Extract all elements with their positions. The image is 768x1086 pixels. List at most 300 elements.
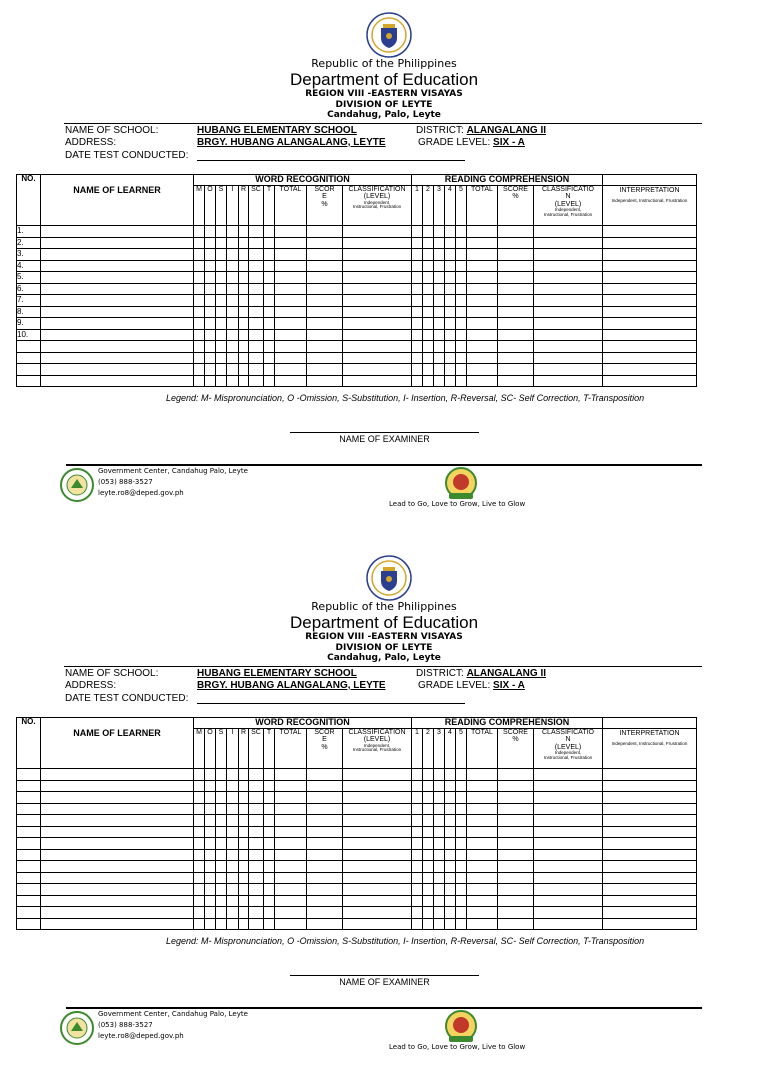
entry-cell[interactable] bbox=[227, 803, 239, 815]
entry-cell[interactable] bbox=[434, 318, 445, 330]
entry-cell[interactable] bbox=[603, 341, 697, 353]
entry-cell[interactable] bbox=[275, 226, 307, 238]
entry-cell[interactable] bbox=[227, 792, 239, 804]
entry-cell[interactable] bbox=[307, 769, 343, 781]
entry-cell[interactable] bbox=[264, 792, 275, 804]
entry-cell[interactable] bbox=[216, 318, 227, 330]
entry-cell[interactable] bbox=[275, 352, 307, 364]
entry-cell[interactable] bbox=[456, 260, 467, 272]
entry-cell[interactable] bbox=[434, 237, 445, 249]
entry-cell[interactable] bbox=[412, 861, 423, 873]
entry-cell[interactable] bbox=[239, 826, 249, 838]
entry-cell[interactable] bbox=[307, 780, 343, 792]
entry-cell[interactable] bbox=[412, 803, 423, 815]
entry-cell[interactable] bbox=[41, 826, 194, 838]
entry-cell[interactable] bbox=[467, 838, 498, 850]
entry-cell[interactable] bbox=[412, 295, 423, 307]
entry-cell[interactable] bbox=[456, 352, 467, 364]
entry-cell[interactable] bbox=[534, 226, 603, 238]
entry-cell[interactable] bbox=[194, 375, 205, 387]
entry-cell[interactable] bbox=[275, 861, 307, 873]
entry-cell[interactable] bbox=[41, 272, 194, 284]
entry-cell[interactable] bbox=[456, 341, 467, 353]
entry-cell[interactable] bbox=[343, 341, 412, 353]
entry-cell[interactable] bbox=[275, 272, 307, 284]
entry-cell[interactable] bbox=[264, 918, 275, 930]
entry-cell[interactable] bbox=[205, 815, 216, 827]
entry-cell[interactable] bbox=[41, 895, 194, 907]
entry-cell[interactable] bbox=[456, 272, 467, 284]
entry-cell[interactable] bbox=[434, 803, 445, 815]
entry-cell[interactable] bbox=[456, 375, 467, 387]
entry-cell[interactable] bbox=[239, 341, 249, 353]
entry-cell[interactable] bbox=[534, 849, 603, 861]
entry-cell[interactable] bbox=[603, 260, 697, 272]
entry-cell[interactable] bbox=[307, 872, 343, 884]
entry-cell[interactable] bbox=[41, 375, 194, 387]
entry-cell[interactable] bbox=[194, 329, 205, 341]
entry-cell[interactable] bbox=[498, 895, 534, 907]
entry-cell[interactable] bbox=[498, 849, 534, 861]
entry-cell[interactable] bbox=[498, 375, 534, 387]
entry-cell[interactable] bbox=[603, 792, 697, 804]
entry-cell[interactable] bbox=[239, 318, 249, 330]
entry-cell[interactable] bbox=[307, 364, 343, 376]
entry-cell[interactable] bbox=[343, 861, 412, 873]
entry-cell[interactable] bbox=[194, 283, 205, 295]
entry-cell[interactable] bbox=[205, 769, 216, 781]
entry-cell[interactable] bbox=[456, 226, 467, 238]
entry-cell[interactable] bbox=[41, 861, 194, 873]
entry-cell[interactable] bbox=[534, 769, 603, 781]
entry-cell[interactable] bbox=[307, 226, 343, 238]
entry-cell[interactable] bbox=[41, 769, 194, 781]
entry-cell[interactable] bbox=[412, 815, 423, 827]
entry-cell[interactable] bbox=[603, 272, 697, 284]
entry-cell[interactable] bbox=[423, 329, 434, 341]
entry-cell[interactable] bbox=[412, 306, 423, 318]
entry-cell[interactable] bbox=[343, 769, 412, 781]
entry-cell[interactable] bbox=[603, 918, 697, 930]
entry-cell[interactable] bbox=[275, 792, 307, 804]
entry-cell[interactable] bbox=[498, 872, 534, 884]
entry-cell[interactable] bbox=[249, 780, 264, 792]
entry-cell[interactable] bbox=[41, 803, 194, 815]
entry-cell[interactable] bbox=[467, 341, 498, 353]
entry-cell[interactable] bbox=[264, 318, 275, 330]
entry-cell[interactable] bbox=[498, 792, 534, 804]
entry-cell[interactable] bbox=[264, 306, 275, 318]
entry-cell[interactable] bbox=[194, 803, 205, 815]
entry-cell[interactable] bbox=[467, 237, 498, 249]
entry-cell[interactable] bbox=[239, 884, 249, 896]
entry-cell[interactable] bbox=[227, 341, 239, 353]
entry-cell[interactable] bbox=[227, 318, 239, 330]
entry-cell[interactable] bbox=[275, 780, 307, 792]
entry-cell[interactable] bbox=[603, 826, 697, 838]
entry-cell[interactable] bbox=[412, 884, 423, 896]
entry-cell[interactable] bbox=[307, 237, 343, 249]
entry-cell[interactable] bbox=[498, 329, 534, 341]
entry-cell[interactable] bbox=[239, 306, 249, 318]
entry-cell[interactable] bbox=[249, 861, 264, 873]
entry-cell[interactable] bbox=[534, 375, 603, 387]
entry-cell[interactable] bbox=[412, 283, 423, 295]
entry-cell[interactable] bbox=[264, 884, 275, 896]
entry-cell[interactable] bbox=[456, 872, 467, 884]
entry-cell[interactable] bbox=[445, 329, 456, 341]
entry-cell[interactable] bbox=[498, 884, 534, 896]
entry-cell[interactable] bbox=[412, 872, 423, 884]
entry-cell[interactable] bbox=[423, 780, 434, 792]
entry-cell[interactable] bbox=[239, 364, 249, 376]
entry-cell[interactable] bbox=[264, 249, 275, 261]
entry-cell[interactable] bbox=[456, 895, 467, 907]
entry-cell[interactable] bbox=[603, 306, 697, 318]
entry-cell[interactable] bbox=[205, 780, 216, 792]
entry-cell[interactable] bbox=[239, 237, 249, 249]
entry-cell[interactable] bbox=[534, 895, 603, 907]
entry-cell[interactable] bbox=[216, 780, 227, 792]
entry-cell[interactable] bbox=[216, 341, 227, 353]
entry-cell[interactable] bbox=[445, 803, 456, 815]
entry-cell[interactable] bbox=[434, 918, 445, 930]
entry-cell[interactable] bbox=[445, 918, 456, 930]
entry-cell[interactable] bbox=[264, 352, 275, 364]
entry-cell[interactable] bbox=[194, 838, 205, 850]
entry-cell[interactable] bbox=[445, 237, 456, 249]
entry-cell[interactable] bbox=[216, 329, 227, 341]
entry-cell[interactable] bbox=[275, 918, 307, 930]
entry-cell[interactable] bbox=[412, 375, 423, 387]
entry-cell[interactable] bbox=[239, 861, 249, 873]
entry-cell[interactable] bbox=[275, 895, 307, 907]
entry-cell[interactable] bbox=[239, 352, 249, 364]
entry-cell[interactable] bbox=[467, 849, 498, 861]
entry-cell[interactable] bbox=[603, 861, 697, 873]
entry-cell[interactable] bbox=[205, 341, 216, 353]
entry-cell[interactable] bbox=[249, 872, 264, 884]
entry-cell[interactable] bbox=[434, 815, 445, 827]
entry-cell[interactable] bbox=[603, 815, 697, 827]
entry-cell[interactable] bbox=[343, 826, 412, 838]
entry-cell[interactable] bbox=[423, 861, 434, 873]
entry-cell[interactable] bbox=[205, 295, 216, 307]
entry-cell[interactable] bbox=[467, 884, 498, 896]
entry-cell[interactable] bbox=[205, 375, 216, 387]
entry-cell[interactable] bbox=[434, 884, 445, 896]
entry-cell[interactable] bbox=[205, 826, 216, 838]
entry-cell[interactable] bbox=[249, 375, 264, 387]
entry-cell[interactable] bbox=[445, 815, 456, 827]
entry-cell[interactable] bbox=[194, 792, 205, 804]
entry-cell[interactable] bbox=[249, 260, 264, 272]
entry-cell[interactable] bbox=[603, 352, 697, 364]
entry-cell[interactable] bbox=[434, 780, 445, 792]
entry-cell[interactable] bbox=[194, 884, 205, 896]
entry-cell[interactable] bbox=[434, 375, 445, 387]
entry-cell[interactable] bbox=[275, 295, 307, 307]
entry-cell[interactable] bbox=[205, 803, 216, 815]
entry-cell[interactable] bbox=[498, 260, 534, 272]
entry-cell[interactable] bbox=[216, 838, 227, 850]
entry-cell[interactable] bbox=[227, 226, 239, 238]
entry-cell[interactable] bbox=[239, 849, 249, 861]
entry-cell[interactable] bbox=[534, 295, 603, 307]
entry-cell[interactable] bbox=[227, 364, 239, 376]
entry-cell[interactable] bbox=[534, 907, 603, 919]
entry-cell[interactable] bbox=[434, 295, 445, 307]
entry-cell[interactable] bbox=[205, 352, 216, 364]
entry-cell[interactable] bbox=[456, 861, 467, 873]
entry-cell[interactable] bbox=[467, 260, 498, 272]
entry-cell[interactable] bbox=[205, 872, 216, 884]
entry-cell[interactable] bbox=[194, 918, 205, 930]
entry-cell[interactable] bbox=[227, 283, 239, 295]
entry-cell[interactable] bbox=[194, 226, 205, 238]
entry-cell[interactable] bbox=[264, 272, 275, 284]
entry-cell[interactable] bbox=[603, 780, 697, 792]
entry-cell[interactable] bbox=[307, 815, 343, 827]
entry-cell[interactable] bbox=[343, 283, 412, 295]
entry-cell[interactable] bbox=[275, 872, 307, 884]
entry-cell[interactable] bbox=[498, 272, 534, 284]
entry-cell[interactable] bbox=[249, 907, 264, 919]
entry-cell[interactable] bbox=[445, 861, 456, 873]
entry-cell[interactable] bbox=[205, 260, 216, 272]
entry-cell[interactable] bbox=[41, 815, 194, 827]
entry-cell[interactable] bbox=[423, 306, 434, 318]
entry-cell[interactable] bbox=[423, 838, 434, 850]
entry-cell[interactable] bbox=[216, 803, 227, 815]
entry-cell[interactable] bbox=[445, 352, 456, 364]
entry-cell[interactable] bbox=[534, 318, 603, 330]
entry-cell[interactable] bbox=[227, 884, 239, 896]
entry-cell[interactable] bbox=[498, 226, 534, 238]
entry-cell[interactable] bbox=[227, 306, 239, 318]
entry-cell[interactable] bbox=[423, 918, 434, 930]
entry-cell[interactable] bbox=[603, 872, 697, 884]
entry-cell[interactable] bbox=[456, 318, 467, 330]
entry-cell[interactable] bbox=[534, 826, 603, 838]
entry-cell[interactable] bbox=[343, 260, 412, 272]
entry-cell[interactable] bbox=[239, 283, 249, 295]
entry-cell[interactable] bbox=[412, 249, 423, 261]
entry-cell[interactable] bbox=[456, 907, 467, 919]
entry-cell[interactable] bbox=[434, 895, 445, 907]
entry-cell[interactable] bbox=[534, 272, 603, 284]
entry-cell[interactable] bbox=[445, 884, 456, 896]
entry-cell[interactable] bbox=[249, 364, 264, 376]
entry-cell[interactable] bbox=[216, 815, 227, 827]
entry-cell[interactable] bbox=[423, 341, 434, 353]
entry-cell[interactable] bbox=[498, 318, 534, 330]
entry-cell[interactable] bbox=[307, 249, 343, 261]
entry-cell[interactable] bbox=[603, 838, 697, 850]
entry-cell[interactable] bbox=[445, 341, 456, 353]
entry-cell[interactable] bbox=[534, 803, 603, 815]
entry-cell[interactable] bbox=[434, 260, 445, 272]
entry-cell[interactable] bbox=[445, 306, 456, 318]
entry-cell[interactable] bbox=[498, 815, 534, 827]
entry-cell[interactable] bbox=[205, 907, 216, 919]
entry-cell[interactable] bbox=[467, 918, 498, 930]
entry-cell[interactable] bbox=[445, 318, 456, 330]
entry-cell[interactable] bbox=[275, 849, 307, 861]
entry-cell[interactable] bbox=[264, 260, 275, 272]
entry-cell[interactable] bbox=[456, 237, 467, 249]
entry-cell[interactable] bbox=[249, 838, 264, 850]
entry-cell[interactable] bbox=[534, 341, 603, 353]
entry-cell[interactable] bbox=[467, 861, 498, 873]
entry-cell[interactable] bbox=[412, 826, 423, 838]
entry-cell[interactable] bbox=[41, 237, 194, 249]
entry-cell[interactable] bbox=[227, 249, 239, 261]
entry-cell[interactable] bbox=[467, 226, 498, 238]
entry-cell[interactable] bbox=[412, 849, 423, 861]
entry-cell[interactable] bbox=[343, 918, 412, 930]
entry-cell[interactable] bbox=[275, 318, 307, 330]
entry-cell[interactable] bbox=[239, 815, 249, 827]
entry-cell[interactable] bbox=[498, 364, 534, 376]
entry-cell[interactable] bbox=[603, 249, 697, 261]
entry-cell[interactable] bbox=[264, 895, 275, 907]
entry-cell[interactable] bbox=[249, 769, 264, 781]
entry-cell[interactable] bbox=[445, 375, 456, 387]
entry-cell[interactable] bbox=[249, 295, 264, 307]
entry-cell[interactable] bbox=[216, 918, 227, 930]
entry-cell[interactable] bbox=[249, 226, 264, 238]
entry-cell[interactable] bbox=[205, 272, 216, 284]
entry-cell[interactable] bbox=[423, 849, 434, 861]
entry-cell[interactable] bbox=[412, 226, 423, 238]
entry-cell[interactable] bbox=[249, 318, 264, 330]
entry-cell[interactable] bbox=[307, 849, 343, 861]
entry-cell[interactable] bbox=[216, 352, 227, 364]
entry-cell[interactable] bbox=[249, 329, 264, 341]
entry-cell[interactable] bbox=[498, 769, 534, 781]
entry-cell[interactable] bbox=[534, 260, 603, 272]
entry-cell[interactable] bbox=[603, 329, 697, 341]
entry-cell[interactable] bbox=[434, 872, 445, 884]
entry-cell[interactable] bbox=[239, 838, 249, 850]
entry-cell[interactable] bbox=[456, 884, 467, 896]
entry-cell[interactable] bbox=[467, 375, 498, 387]
entry-cell[interactable] bbox=[343, 318, 412, 330]
entry-cell[interactable] bbox=[264, 826, 275, 838]
entry-cell[interactable] bbox=[434, 849, 445, 861]
entry-cell[interactable] bbox=[423, 803, 434, 815]
entry-cell[interactable] bbox=[467, 769, 498, 781]
entry-cell[interactable] bbox=[434, 341, 445, 353]
entry-cell[interactable] bbox=[41, 226, 194, 238]
entry-cell[interactable] bbox=[434, 306, 445, 318]
entry-cell[interactable] bbox=[456, 295, 467, 307]
entry-cell[interactable] bbox=[194, 249, 205, 261]
entry-cell[interactable] bbox=[307, 283, 343, 295]
entry-cell[interactable] bbox=[194, 769, 205, 781]
entry-cell[interactable] bbox=[343, 849, 412, 861]
entry-cell[interactable] bbox=[239, 803, 249, 815]
entry-cell[interactable] bbox=[343, 838, 412, 850]
entry-cell[interactable] bbox=[534, 364, 603, 376]
entry-cell[interactable] bbox=[275, 283, 307, 295]
entry-cell[interactable] bbox=[423, 237, 434, 249]
entry-cell[interactable] bbox=[498, 295, 534, 307]
entry-cell[interactable] bbox=[467, 826, 498, 838]
entry-cell[interactable] bbox=[249, 884, 264, 896]
entry-cell[interactable] bbox=[423, 872, 434, 884]
entry-cell[interactable] bbox=[205, 792, 216, 804]
entry-cell[interactable] bbox=[343, 272, 412, 284]
entry-cell[interactable] bbox=[41, 364, 194, 376]
entry-cell[interactable] bbox=[534, 838, 603, 850]
entry-cell[interactable] bbox=[412, 792, 423, 804]
entry-cell[interactable] bbox=[307, 295, 343, 307]
entry-cell[interactable] bbox=[498, 341, 534, 353]
entry-cell[interactable] bbox=[275, 838, 307, 850]
entry-cell[interactable] bbox=[249, 249, 264, 261]
entry-cell[interactable] bbox=[603, 226, 697, 238]
entry-cell[interactable] bbox=[534, 918, 603, 930]
entry-cell[interactable] bbox=[275, 364, 307, 376]
entry-cell[interactable] bbox=[239, 295, 249, 307]
entry-cell[interactable] bbox=[264, 803, 275, 815]
entry-cell[interactable] bbox=[445, 769, 456, 781]
entry-cell[interactable] bbox=[194, 780, 205, 792]
entry-cell[interactable] bbox=[534, 237, 603, 249]
entry-cell[interactable] bbox=[307, 341, 343, 353]
entry-cell[interactable] bbox=[467, 780, 498, 792]
entry-cell[interactable] bbox=[467, 792, 498, 804]
entry-cell[interactable] bbox=[343, 780, 412, 792]
entry-cell[interactable] bbox=[412, 918, 423, 930]
entry-cell[interactable] bbox=[343, 329, 412, 341]
entry-cell[interactable] bbox=[423, 295, 434, 307]
entry-cell[interactable] bbox=[434, 826, 445, 838]
entry-cell[interactable] bbox=[41, 907, 194, 919]
entry-cell[interactable] bbox=[205, 249, 216, 261]
entry-cell[interactable] bbox=[434, 352, 445, 364]
entry-cell[interactable] bbox=[227, 838, 239, 850]
entry-cell[interactable] bbox=[194, 352, 205, 364]
entry-cell[interactable] bbox=[227, 895, 239, 907]
entry-cell[interactable] bbox=[264, 872, 275, 884]
entry-cell[interactable] bbox=[456, 780, 467, 792]
entry-cell[interactable] bbox=[249, 815, 264, 827]
entry-cell[interactable] bbox=[275, 260, 307, 272]
entry-cell[interactable] bbox=[434, 792, 445, 804]
entry-cell[interactable] bbox=[307, 803, 343, 815]
entry-cell[interactable] bbox=[467, 318, 498, 330]
entry-cell[interactable] bbox=[412, 318, 423, 330]
entry-cell[interactable] bbox=[239, 792, 249, 804]
entry-cell[interactable] bbox=[239, 780, 249, 792]
entry-cell[interactable] bbox=[445, 249, 456, 261]
entry-cell[interactable] bbox=[227, 375, 239, 387]
entry-cell[interactable] bbox=[456, 769, 467, 781]
entry-cell[interactable] bbox=[239, 872, 249, 884]
entry-cell[interactable] bbox=[498, 780, 534, 792]
entry-cell[interactable] bbox=[343, 306, 412, 318]
entry-cell[interactable] bbox=[275, 769, 307, 781]
entry-cell[interactable] bbox=[307, 861, 343, 873]
entry-cell[interactable] bbox=[41, 306, 194, 318]
entry-cell[interactable] bbox=[264, 226, 275, 238]
entry-cell[interactable] bbox=[194, 364, 205, 376]
entry-cell[interactable] bbox=[343, 364, 412, 376]
entry-cell[interactable] bbox=[205, 895, 216, 907]
